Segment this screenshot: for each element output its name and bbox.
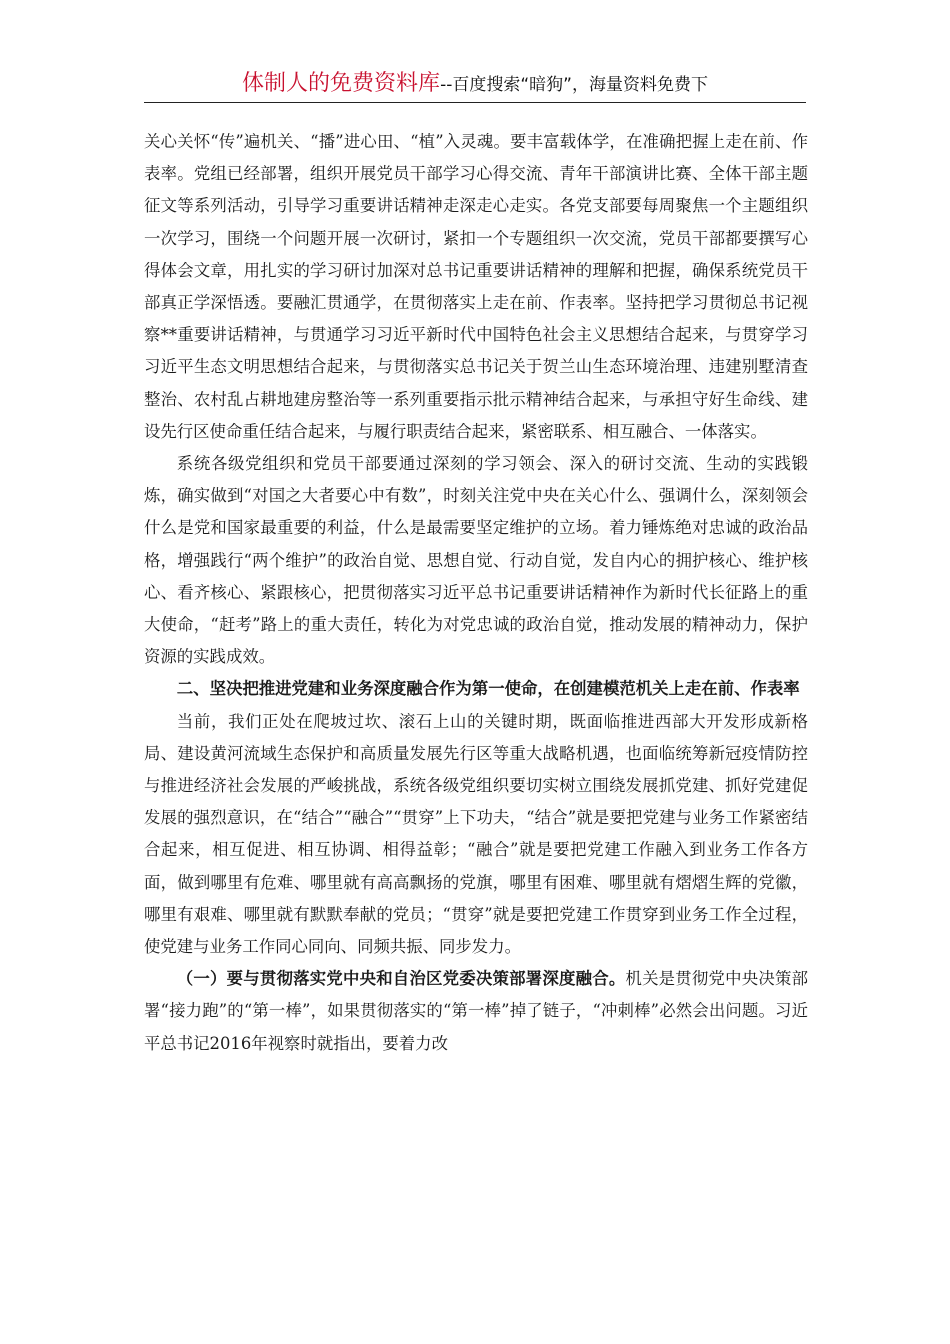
header-tagline: --百度搜索“暗狗”，海量资料免费下: [440, 75, 708, 95]
header-brand: 体制人的免费资料库: [242, 71, 441, 96]
body-paragraph: 当前，我们正处在爬坡过坎、滚石上山的关键时期，既面临推进西部大开发形成新格局、建设黄河流域生态保护和高质量发展先行区等重大战略机遇，也面临统筹新冠疫情防控与推进经济社会发展的严峻挑战，系统各级党组织要切实树立围绕发展抓党建、抓好党建促发展的强烈意识，在“结合”“融合”“贯穿”上下功夫，“结合”就是要把党建与业务工作紧密结合起来，相互促进、相互协调、相得益彰；“融合”就是要把党建工作融入到业务工作各方面，做到哪里有危难、哪里就有高高飘扬的党旗，哪里有困难、哪里就有熠熠生辉的党徽，哪里有艰难、哪里就有默默奉献的党员；“贯穿”就是要把党建工作贯穿到业务工作全过程，使党建与业务工作同心同向、同频共振、同步发力。: [144, 711, 808, 957]
body-paragraph-with-lead: [144, 963, 808, 1060]
section-heading: 二、坚决把推进党建和业务深度融合作为第一使命，在创建模范机关上走在前、作表率: [176, 679, 800, 699]
subsection-lead: （一）要与贯彻落实党中央和自治区党委决策部署深度融合。: [176, 969, 626, 989]
page-header: [144, 66, 806, 103]
subsection-text: 机关是贯彻党中央决策部署“接力跑”的“第一棒”，如果贯彻落实的“第一棒”掉了链子，“冲刺棒”必然会出问题。习近平总书记2016年视察时就指出，要着力改: [144, 969, 809, 1053]
body-paragraph: 系统各级党组织和党员干部要通过深刻的学习领会、深入的研讨交流、生动的实践锻炼，确实做到“对国之大者要心中有数”，时刻关注党中央在关心什么、强调什么，深刻领会什么是党和国家最重要的利益，什么是最需要坚定维护的立场。着力锤炼绝对忠诚的政治品格，增强践行“两个维护”的政治自觉、思想自觉、行动自觉，发自内心的拥护核心、维护核心、看齐核心、紧跟核心，把贯彻落实习近平总书记重要讲话精神作为新时代长征路上的重大使命，“赶考”路上的重大责任，转化为对党忠诚的政治自觉，推动发展的精神动力，保护资源的实践成效。: [144, 454, 808, 667]
body-paragraph: 关心关怀“传”遍机关、“播”进心田、“植”入灵魂。要丰富载体学，在准确把握上走在前、作表率。党组已经部署，组织开展党员干部学习心得交流、青年干部演讲比赛、全体干部主题征文等系列活动，引导学习重要讲话精神走深走心走实。各党支部要每周聚焦一个主题组织一次学习，围绕一个问题开展一次研讨，紧扣一个专题组织一次交流，党员干部都要撰写心得体会文章，用扎实的学习研讨加深对总书记重要讲话精神的理解和把握，确保系统党员干部真正学深悟透。要融汇贯通学，在贯彻落实上走在前、作表率。坚持把学习贯彻总书记视察**重要讲话精神，与贯通学习习近平新时代中国特色社会主义思想结合起来，与贯穿学习习近平生态文明思想结合起来，与贯彻落实总书记关于贺兰山生态环境治理、违建别墅清查整治、农村乱占耕地建房整治等一系列重要指示批示精神结合起来，与承担守好生命线、建设先行区使命重任结合起来，与履行职责结合起来，紧密联系、相互融合、一体落实。: [144, 132, 808, 441]
document-body: [144, 126, 808, 1060]
